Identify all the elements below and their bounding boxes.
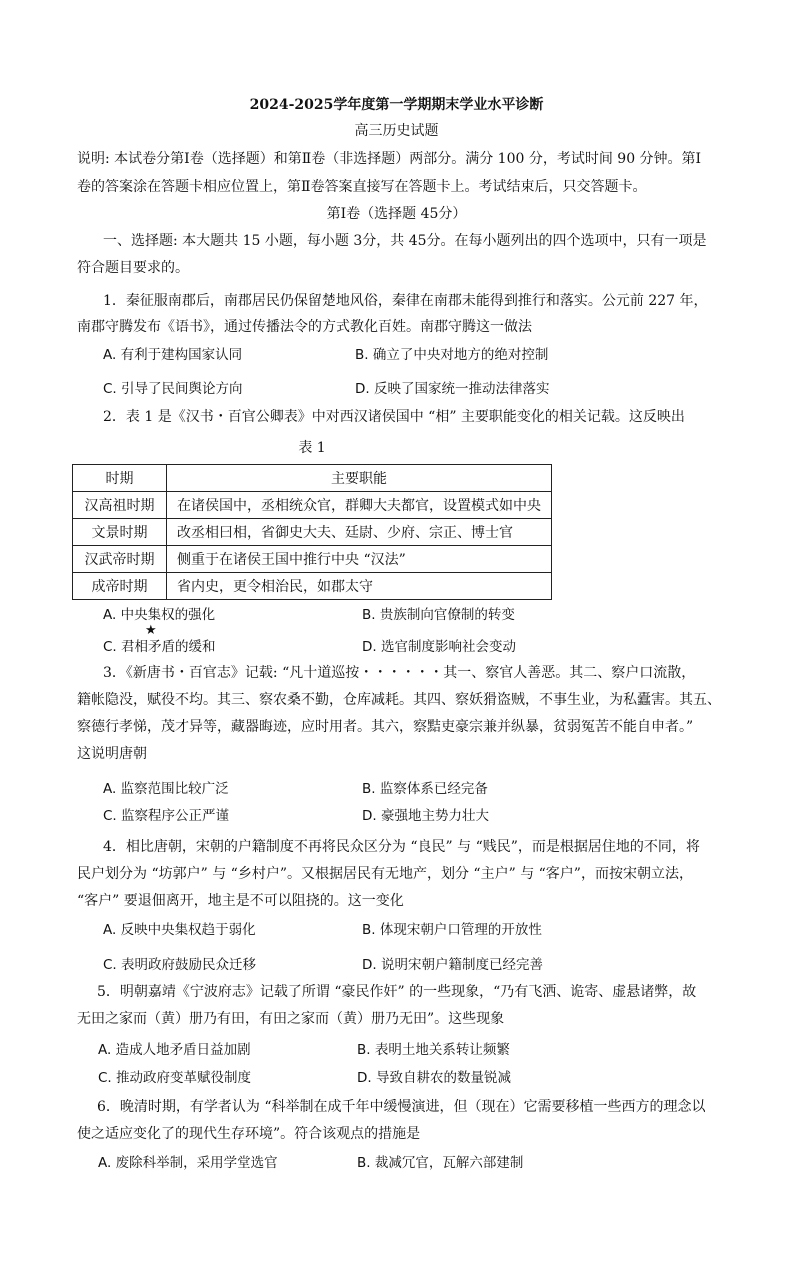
exam-subtitle: 高三历史试题 xyxy=(354,123,439,139)
q1-stem-line-2: 南郡守腾发布《语书》，通过传播法令的方式教化百姓。南郡守腾这一做法 xyxy=(77,319,532,335)
q4-option-c: C. 表明政府鼓励民众迁移 xyxy=(103,957,257,973)
table-cell-duties: 改丞相曰相，省御史大夫、廷尉、少府、宗正、博士官 xyxy=(167,519,552,546)
section-intro-line-2: 符合题目要求的。 xyxy=(77,260,189,276)
table-cell-period: 汉武帝时期 xyxy=(73,546,167,573)
q2-option-a: A. 中央集权的强化 xyxy=(103,607,216,623)
q2-option-c: C. 君相矛盾的缓和 xyxy=(103,639,216,655)
table-cell-duties: 在诸侯国中，丞相统众官，群卿大夫都官，设置模式如中央 xyxy=(167,492,552,519)
q4-option-b: B. 体现宋朝户口管理的开放性 xyxy=(362,922,542,938)
duties-table xyxy=(72,464,552,600)
q2-option-d: D. 选官制度影响社会变动 xyxy=(362,639,516,655)
q2-stem-line-1: 2．表 1 是《汉书・百官公卿表》中对西汉诸侯国中 “相” 主要职能变化的相关记载。这反映出 xyxy=(103,409,685,425)
q3-option-c: C. 监察程序公正严谨 xyxy=(103,808,230,824)
table-row xyxy=(73,573,552,600)
table-caption: 表 1 xyxy=(298,440,326,456)
q5-stem-line-2: 无田之家而（黄）册乃有田，有田之家而（黄）册乃无田”。这些现象 xyxy=(77,1011,505,1027)
q1-stem-line-1: 1．秦征服南郡后，南郡居民仍保留楚地风俗，秦律在南郡未能得到推行和落实。公元前 227 年， xyxy=(103,293,708,309)
table-row xyxy=(73,519,552,546)
q3-stem-line-2: 籍帐隐没，赋役不均。其三、察农桑不勤，仓库减耗。其四、察妖猾盗贼，不事生业，为私蠹害。其五、 xyxy=(77,692,721,708)
q6-stem-line-1: 6．晚清时期，有学者认为 “科举制在成千年中缓慢演进，但（现在）它需要移植一些西方的理念以 xyxy=(97,1099,706,1115)
q1-option-a: A. 有利于建构国家认同 xyxy=(103,347,243,363)
q3-stem-line-1: 3．《新唐书・百官志》记载: “凡十道巡按・・・・・・其一、察官人善恶。其二、察户口流散， xyxy=(103,665,696,681)
q5-stem-line-1: 5．明朝嘉靖《宁波府志》记载了所谓 “豪民作奸” 的一些现象，“乃有飞洒、诡寄、虚悬诸弊，故 xyxy=(97,984,697,1000)
q4-option-d: D. 说明宋朝户籍制度已经完善 xyxy=(362,957,543,973)
table-cell-period: 汉高祖时期 xyxy=(73,492,167,519)
q3-option-b: B. 监察体系已经完备 xyxy=(362,781,488,797)
table-cell-duties: 侧重于在诸侯王国中推行中央 “汉法” xyxy=(167,546,552,573)
q5-option-c: C. 推动政府变革赋役制度 xyxy=(98,1070,252,1086)
q5-option-d: D. 导致自耕农的数量锐减 xyxy=(357,1070,511,1086)
table-cell-period: 成帝时期 xyxy=(73,573,167,600)
q1-option-c: C. 引导了民间舆论方向 xyxy=(103,381,243,397)
q5-option-b: B. 表明土地关系转让频繁 xyxy=(357,1042,510,1058)
instructions-line-2: 卷的答案涂在答题卡相应位置上，第Ⅱ卷答案直接写在答题卡上。考试结束后，只交答题卡。 xyxy=(77,179,647,195)
q3-option-d: D. 豪强地主势力壮大 xyxy=(362,808,489,824)
q4-stem-line-1: 4．相比唐朝，宋朝的户籍制度不再将民众区分为 “良民” 与 “贱民”，而是根据居住地的不同，将 xyxy=(103,839,700,855)
exam-title: 2024-2025学年度第一学期期末学业水平诊断 xyxy=(249,97,544,113)
q4-stem-line-2: 民户划分为 “坊郭户” 与 “乡村户”。又根据居民有无地产，划分 “主户” 与 “客户”，而按宋朝立法， xyxy=(77,866,693,882)
q5-option-a: A. 造成人地矛盾日益加剧 xyxy=(98,1042,251,1058)
instructions-line-1: 说明: 本试卷分第Ⅰ卷（选择题）和第Ⅱ卷（非选择题）两部分。满分 100 分，考试时间 90 分钟。第Ⅰ xyxy=(77,151,702,167)
table-header-period: 时期 xyxy=(73,465,167,492)
table-row xyxy=(73,492,552,519)
q6-stem-line-2: 使之适应变化了的现代生存环境”。符合该观点的措施是 xyxy=(77,1126,421,1142)
table-header-duties: 主要职能 xyxy=(167,465,552,492)
q4-option-a: A. 反映中央集权趋于弱化 xyxy=(103,922,256,938)
q4-stem-line-3: “客户” 要退佃离开，地主是不可以阻挠的。这一变化 xyxy=(77,893,404,909)
table-header-row xyxy=(73,465,552,492)
q3-stem-line-4: 这说明唐朝 xyxy=(77,746,147,762)
section-heading: 第Ⅰ卷（选择题 45分） xyxy=(326,206,467,222)
table-cell-duties: 省内史，更令相治民，如郡太守 xyxy=(167,573,552,600)
star-icon: ★ xyxy=(145,623,157,638)
q1-option-b: B. 确立了中央对地方的绝对控制 xyxy=(355,347,549,363)
table-row xyxy=(73,546,552,573)
q6-option-a: A. 废除科举制，采用学堂选官 xyxy=(98,1155,278,1171)
section-intro-line-1: 一、选择题: 本大题共 15 小题，每小题 3分，共 45分。在每小题列出的四个选项中，只有一项是 xyxy=(103,233,707,249)
q1-option-d: D. 反映了国家统一推动法律落实 xyxy=(355,381,550,397)
q2-option-b: B. 贵族制向官僚制的转变 xyxy=(362,607,515,623)
table-cell-period: 文景时期 xyxy=(73,519,167,546)
q3-stem-line-3: 察德行孝悌，茂才异等，藏器晦迹，应时用者。其六，察黠吏豪宗兼并纵暴，贫弱冤苦不能自申者。” xyxy=(77,719,694,735)
q6-option-b: B. 裁减冗官，瓦解六部建制 xyxy=(357,1155,524,1171)
q3-option-a: A. 监察范围比较广泛 xyxy=(103,781,229,797)
